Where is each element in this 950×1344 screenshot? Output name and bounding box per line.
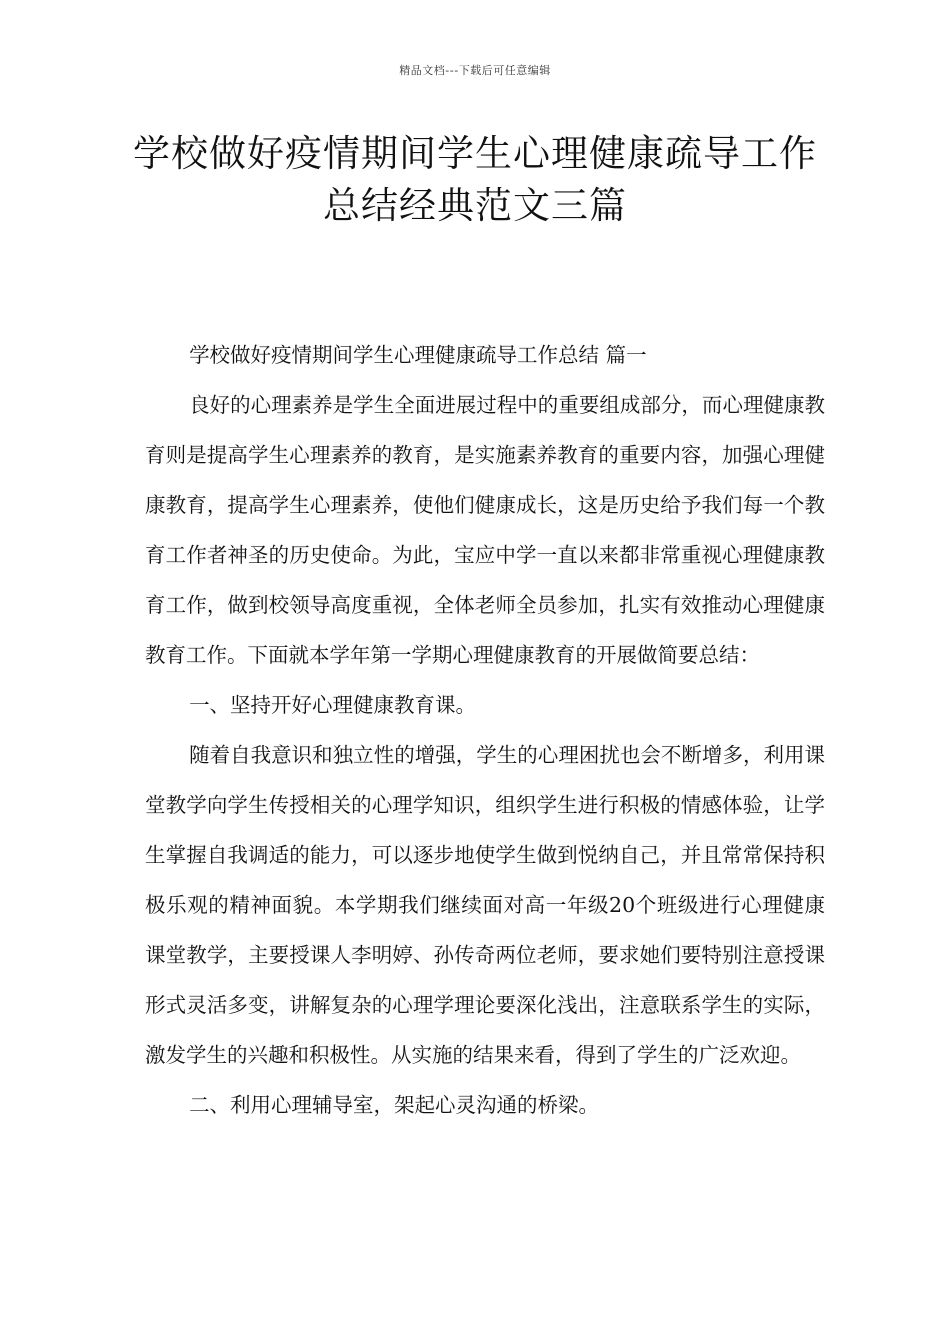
paragraph-point-one-heading: 一、坚持开好心理健康教育课。 <box>189 693 477 717</box>
document-body <box>145 330 825 1130</box>
header-note: 精品文档---下载后可任意编辑 <box>399 64 551 77</box>
paragraph-point-one-body: 随着自我意识和独立性的增强，学生的心理困扰也会不断增多，利用课堂教学向学生传授相关的心理学知识，组织学生进行积极的情感体验，让学生掌握自我调适的能力，可以逐步地使学生做到悦纳自己，并且常常保持积极乐观的精神面貌。本学期我们继续面对高一年级20个班级进行心理健康课堂教学，主要授课人李明婷、孙传奇两位老师，要求她们要特别注意授课形式灵活多变，讲解复杂的心理学理论要深化浅出，注意联系学生的实际，激发学生的兴趣和积极性。从实施的结果来看，得到了学生的广泛欢迎。 <box>145 743 825 1067</box>
section-heading: 学校做好疫情期间学生心理健康疏导工作总结 篇一 <box>189 343 647 367</box>
paragraph-point-two-heading: 二、利用心理辅导室，架起心灵沟通的桥梁。 <box>189 1093 600 1117</box>
paragraph-intro: 良好的心理素养是学生全面进展过程中的重要组成部分，而心理健康教育则是提高学生心理素养的教育，是实施素养教育的重要内容，加强心理健康教育，提高学生心理素养，使他们健康成长，这是历史给予我们每一个教育工作者神圣的历史使命。为此，宝应中学一直以来都非常重视心理健康教育工作，做到校领导高度重视，全体老师全员参加，扎实有效推动心理健康教育工作。下面就本学年第一学期心理健康教育的开展做简要总结： <box>145 393 825 667</box>
document-title: 学校做好疫情期间学生心理健康疏导工作总结经典范文三篇 <box>133 132 817 227</box>
